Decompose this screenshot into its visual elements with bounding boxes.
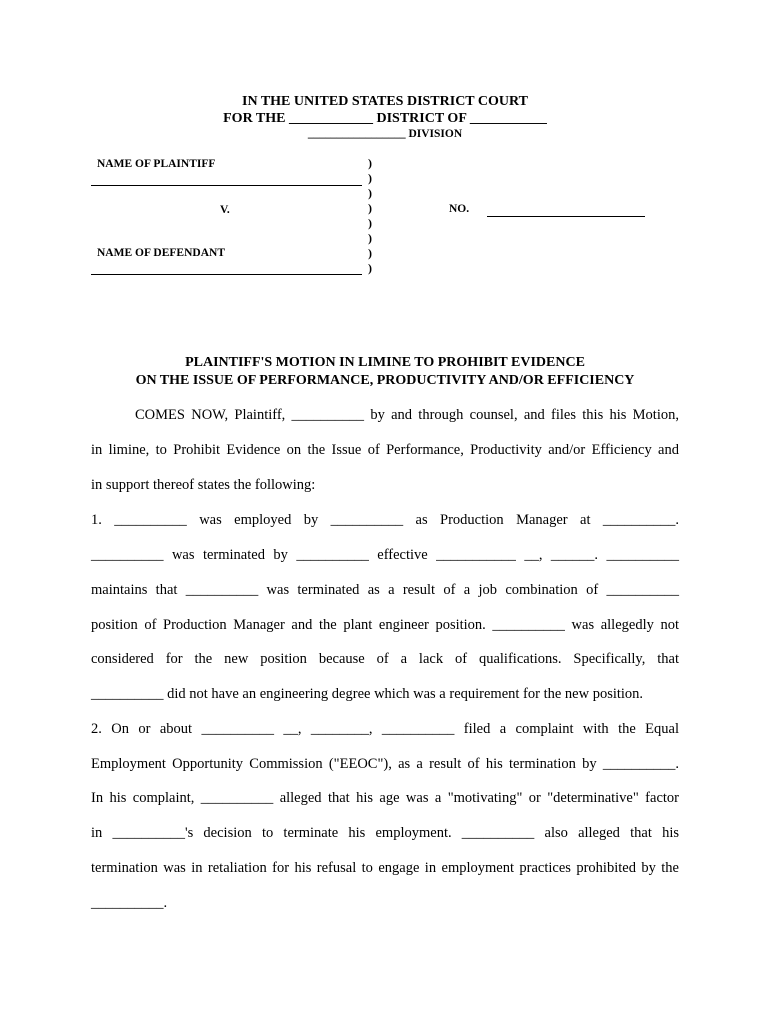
caption-paren: ) (368, 201, 372, 215)
body-line: in limine, to Prohibit Evidence on the Issue of Performance, Productivity and/or Efficiency and (91, 442, 679, 458)
body-line: termination was in retaliation for his refusal to engage in employment practices prohibited by the (91, 860, 679, 876)
defendant-name-label: NAME OF DEFENDANT (97, 247, 225, 259)
caption-paren: ) (368, 246, 372, 260)
versus-label: V. (220, 204, 230, 216)
plaintiff-name-line (91, 185, 362, 186)
body-line: 2. On or about __________ __, ________, __________ filed a complaint with the Equal (91, 721, 679, 737)
body-line: maintains that __________ was terminated as a result of a job combination of __________ (91, 582, 679, 598)
body-line: __________ was terminated by __________ effective ___________ __, ______. __________ (91, 547, 679, 563)
caption-paren: ) (368, 216, 372, 230)
body-line: in support thereof states the following: (91, 477, 316, 493)
division-line: _________________ DIVISION (307, 128, 463, 140)
case-number-line (487, 216, 645, 217)
caption-paren: ) (368, 261, 372, 275)
body-line: In his complaint, __________ alleged that his age was a "motivating" or "determinative" factor (91, 790, 679, 806)
caption-paren: ) (368, 156, 372, 170)
district-line: FOR THE ____________ DISTRICT OF ___________ (223, 111, 547, 126)
motion-title-line-1: PLAINTIFF'S MOTION IN LIMINE TO PROHIBIT EVIDENCE (185, 355, 585, 370)
caption-paren: ) (368, 231, 372, 245)
caption-paren: ) (368, 186, 372, 200)
body-line: 1. __________ was employed by __________ as Production Manager at __________. (91, 512, 679, 528)
body-line: considered for the new position because of a lack of qualifications. Specifically, that (91, 651, 679, 667)
caption-paren: ) (368, 171, 372, 185)
court-name: IN THE UNITED STATES DISTRICT COURT (242, 94, 528, 109)
body-line: position of Production Manager and the plant engineer position. __________ was allegedly not (91, 617, 679, 633)
body-line: __________. (91, 895, 168, 911)
motion-title-line-2: ON THE ISSUE OF PERFORMANCE, PRODUCTIVITY AND/OR EFFICIENCY (135, 373, 635, 388)
defendant-name-line (91, 274, 362, 275)
body-line: __________ did not have an engineering degree which was a requirement for the new position. (91, 686, 644, 702)
plaintiff-name-label: NAME OF PLAINTIFF (97, 158, 216, 170)
case-number-label: NO. (449, 203, 470, 215)
body-line: COMES NOW, Plaintiff, __________ by and through counsel, and files this his Motion, (135, 407, 679, 423)
body-line: Employment Opportunity Commission ("EEOC"), as a result of his termination by __________. (91, 756, 679, 772)
body-line: in __________'s decision to terminate his employment. __________ also alleged that his (91, 825, 679, 841)
